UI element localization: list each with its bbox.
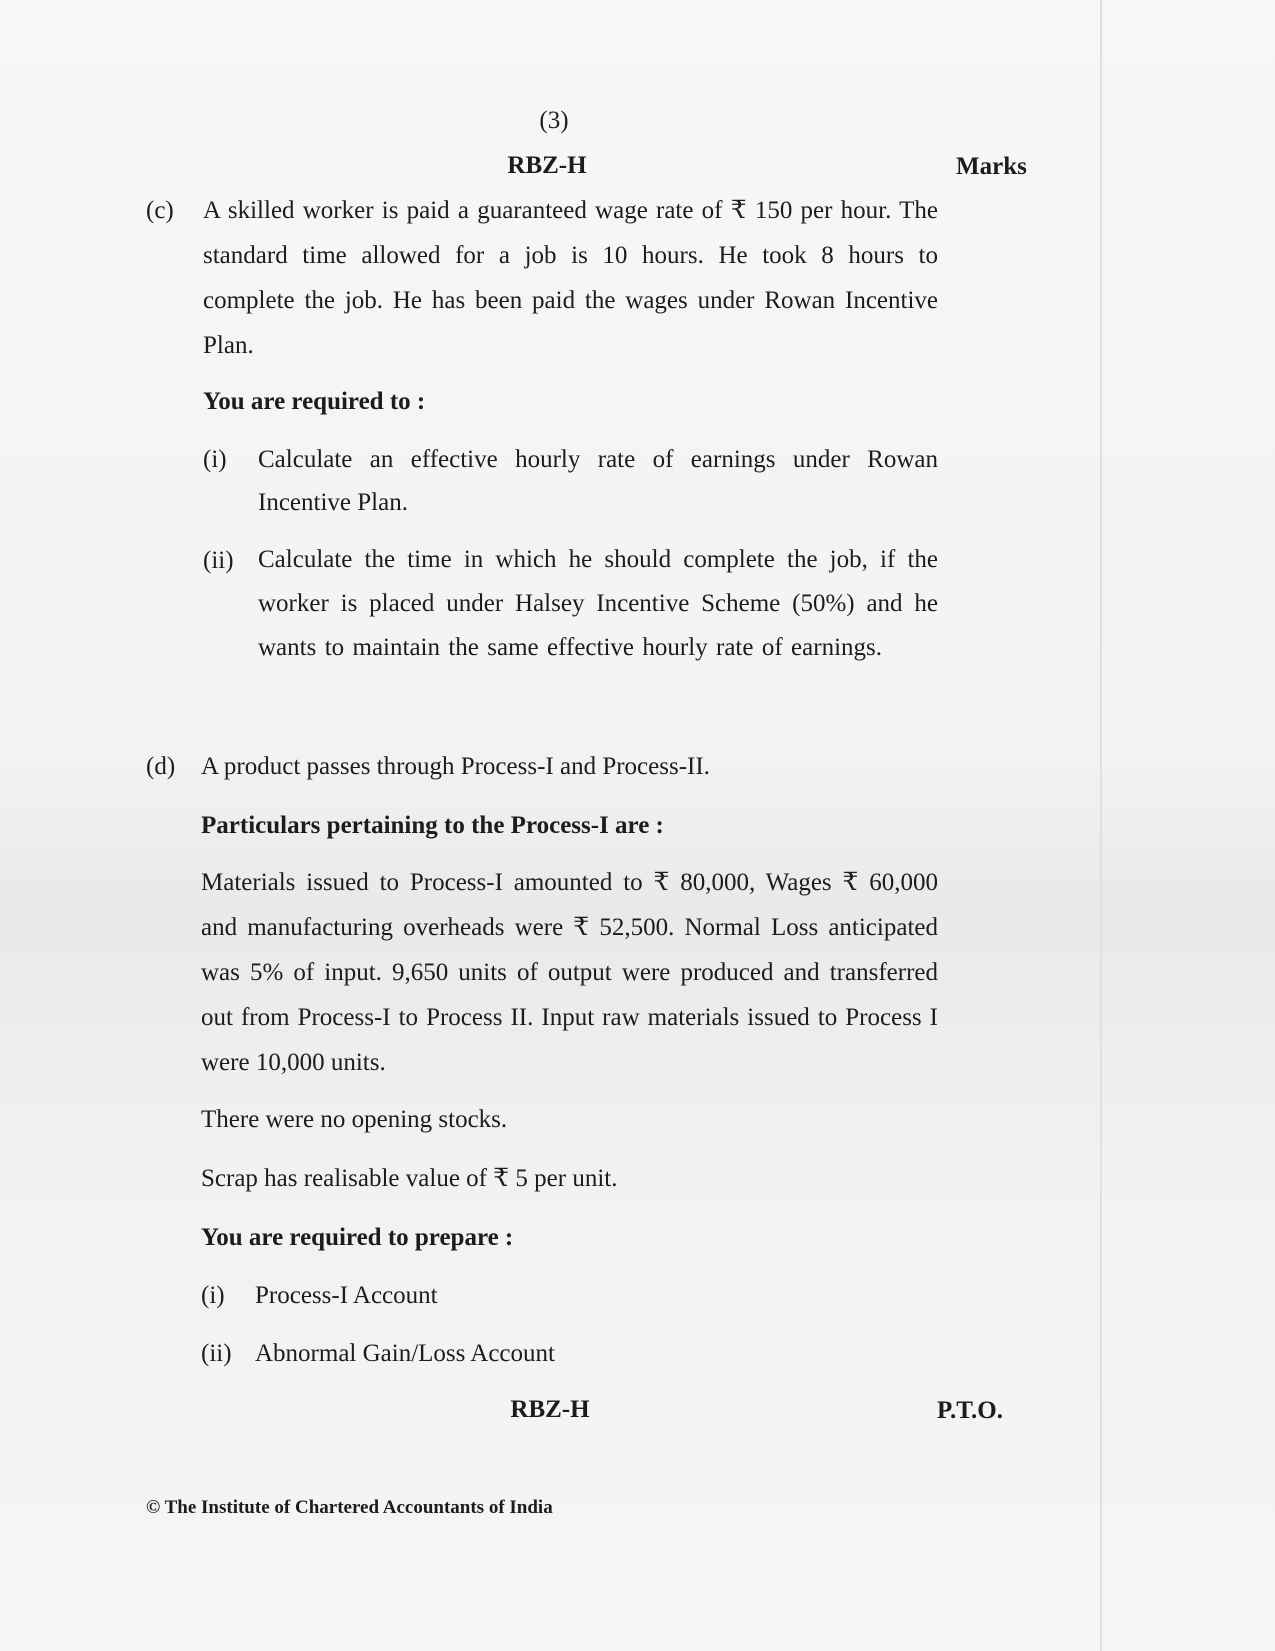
pto-label: P.T.O. (937, 1397, 1003, 1424)
question-c-item-ii-num: (ii) (203, 547, 234, 574)
question-d-line: were 10,000 units. (201, 1049, 386, 1076)
question-d-label: (d) (146, 753, 176, 780)
question-c-label: (c) (146, 197, 174, 224)
question-d-intro: A product passes through Process-I and Process-II. (201, 753, 710, 780)
question-d-line: and manufacturing overheads were ₹ 52,500. Normal Loss anticipated (201, 914, 938, 941)
question-d-item-ii-text: Abnormal Gain/Loss Account (255, 1340, 555, 1367)
question-c-text (203, 188, 938, 368)
question-d-required-heading: You are required to prepare : (201, 1224, 514, 1251)
question-c-item-ii-line: wants to maintain the same effective hourly rate of earnings. (258, 634, 882, 661)
question-c-line: Plan. (203, 332, 254, 359)
page-number: (3) (539, 107, 569, 134)
question-d-line: out from Process-I to Process II. Input raw materials issued to Process I (201, 1004, 938, 1031)
question-d-no-stock: There were no opening stocks. (201, 1106, 508, 1133)
question-c-item-i-num: (i) (203, 446, 227, 473)
question-d-line: Materials issued to Process-I amounted to ₹ 80,000, Wages ₹ 60,000 (201, 869, 938, 896)
question-c-item-ii-text (258, 538, 938, 670)
marks-label: Marks (956, 153, 1027, 180)
question-d-line: was 5% of input. 9,650 units of output were produced and transferred (201, 959, 938, 986)
question-c-line: A skilled worker is paid a guaranteed wage rate of ₹ 150 per hour. The (203, 197, 938, 224)
question-d-scrap: Scrap has realisable value of ₹ 5 per unit. (201, 1165, 618, 1192)
question-d-particulars-heading: Particulars pertaining to the Process-I are : (201, 812, 664, 839)
question-c-item-i-line: Calculate an effective hourly rate of earnings under Rowan (258, 446, 938, 473)
paper-code-footer: RBZ-H (510, 1396, 590, 1423)
paper-code-header: RBZ-H (507, 152, 587, 179)
question-c-line: standard time allowed for a job is 10 hours. He took 8 hours to (203, 242, 938, 269)
question-d-text (201, 860, 938, 1085)
question-d-item-i-num: (i) (201, 1282, 225, 1309)
question-c-required-heading: You are required to : (203, 388, 426, 415)
scan-edge-line (1100, 0, 1102, 1651)
copyright-notice: © The Institute of Chartered Accountants of India (146, 1497, 553, 1518)
question-d-item-ii-num: (ii) (201, 1340, 232, 1367)
question-c-item-ii-line: Calculate the time in which he should complete the job, if the (258, 546, 938, 573)
question-c-item-ii-line: worker is placed under Halsey Incentive Scheme (50%) and he (258, 590, 938, 617)
question-d-item-i-text: Process-I Account (255, 1282, 438, 1309)
question-c-line: complete the job. He has been paid the wages under Rowan Incentive (203, 287, 938, 314)
question-c-item-i-line: Incentive Plan. (258, 489, 408, 516)
